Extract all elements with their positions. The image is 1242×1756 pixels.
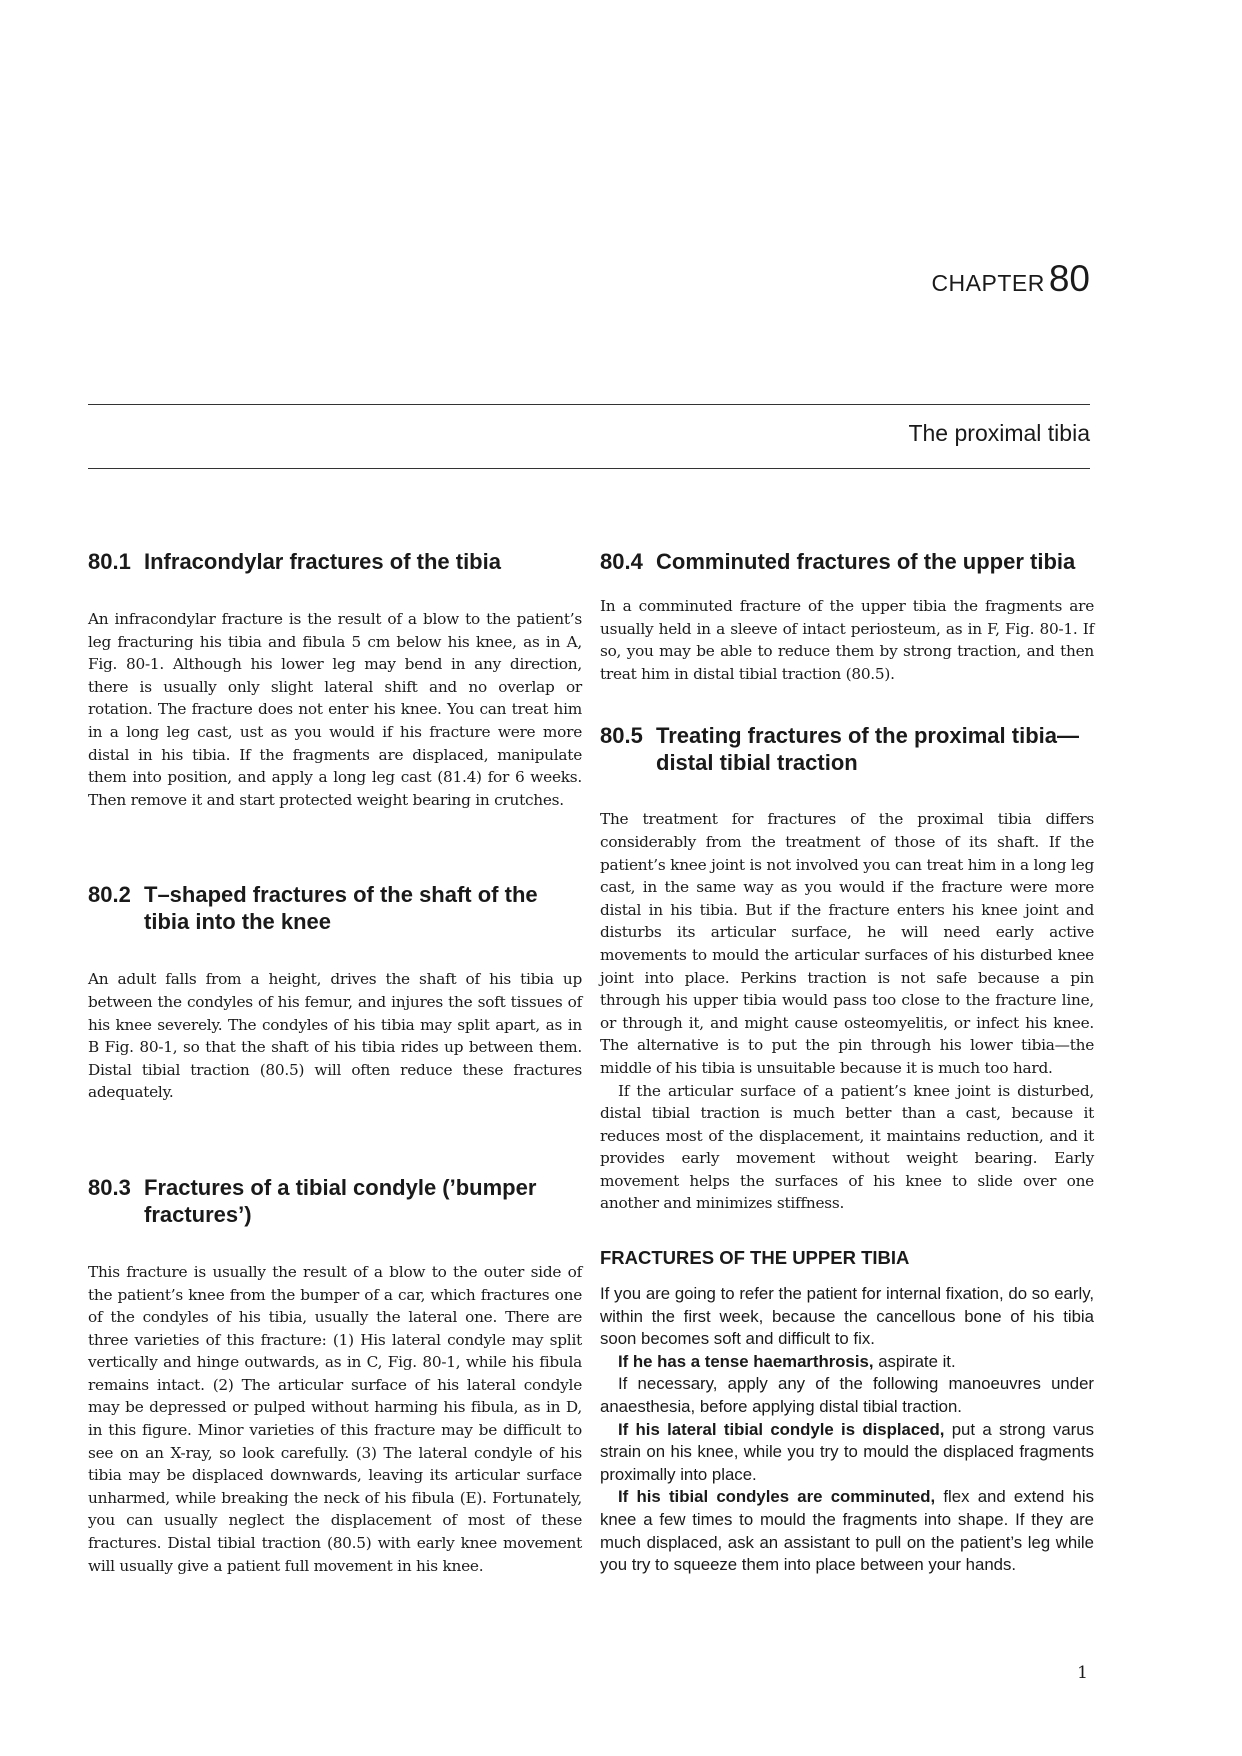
section-paragraph: This fracture is usually the result of a blow to the outer side of the patient’s knee from the bumper of a car, which fractures one of the condyles of his tibia, usually the lateral one. There are three varieties of this fracture: (1) His lateral condyle may split vertically and hinge outwards, as in C, Fig. 80-1, while his fibula remains intact. (2) The articular surface of his lateral condyle may be depressed or pulped without harming his fibula, as in D, in this figure. Minor varieties of this fracture may be difficult to see on an X-ray, so look carefully. (3) The lateral condyle of his tibia may be displaced downwards, leaving its articular surface unharmed, while breaking the neck of his fibula (E). Fortunately, you can usually neglect the displacement of most of these fractures. Distal tibial traction (80.5) with early knee movement will usually give a patient full movement in his knee. — [88, 1262, 582, 1575]
section-title: Comminuted fractures of the upper tibia — [656, 549, 1076, 574]
section-title: Fractures of a tibial condyle (’bumper fractures’) — [144, 1174, 537, 1227]
section-number: 80.3 — [88, 1174, 131, 1200]
box-lead-rest: flex and extend his knee a few times to mould the fragments into shape. If they are much displaced, ask an assistant to pull on the patient’s leg while you try to squeeze them into place between your hands. — [600, 1487, 1094, 1575]
chapter-title: The proximal tibia — [908, 420, 1090, 446]
box-lead-bold: If his lateral tibial condyle is displaced, — [618, 1419, 945, 1439]
section-heading-80-3 — [88, 1174, 582, 1228]
section-number: 80.5 — [600, 723, 643, 749]
left-column — [88, 548, 582, 1577]
box-lead-rest: put a strong varus strain on his knee, while you try to mould the displaced fragments proximally into place. — [600, 1419, 1094, 1484]
chapter-rule-top — [88, 404, 1090, 405]
right-column — [600, 548, 1094, 1577]
chapter-label: CHAPTER — [931, 270, 1045, 296]
section-heading-80-5 — [600, 722, 1094, 776]
box-heading: FRACTURES OF THE UPPER TIBIA — [600, 1247, 910, 1269]
box-paragraph — [600, 1486, 1094, 1576]
section-heading-80-4 — [600, 548, 1094, 575]
page-number: 1 — [1077, 1663, 1088, 1683]
section-title: Treating fractures of the proximal tibia—distal tibial traction — [656, 723, 1079, 776]
section-number: 80.4 — [600, 549, 643, 574]
chapter-number: 80 — [1048, 258, 1090, 299]
section-number: 80.2 — [88, 882, 131, 908]
chapter-rule-bottom — [88, 468, 1090, 469]
section-title: Infracondylar fractures of the tibia — [144, 549, 501, 574]
section-paragraph: An adult falls from a height, drives the shaft of his tibia up between the condyles of his femur, and injures the soft tissues of his knee severely. The condyles of his tibia may split apart, as in B Fig. 80-1, so that the shaft of his tibia rides up between them. Distal tibial traction (80.5) will often reduce these fractures adequately. — [88, 970, 582, 1102]
box-lead-bold: If he has a tense haemarthrosis, — [618, 1351, 874, 1371]
section-paragraph: An infracondylar fracture is the result of a blow to the patient’s leg fracturing his tibia and fibula 5 cm below his knee, as in A, Fig. 80-1. Although his lower leg may bend in any direction, there is usually only slight lateral shift and no overlap or rotation. The fracture does not enter his knee. You can treat him in a long leg cast, ust as you would if his fracture were more distal in his tibia. If the fragments are displaced, manipulate them into position, and apply a long leg cast (81.4) for 6 weeks. Then remove it and start protected weight bearing in crutches. — [88, 610, 582, 809]
section-number: 80.1 — [88, 549, 131, 574]
box-paragraph — [600, 1351, 1094, 1374]
box-lead-rest: aspirate it. — [873, 1351, 956, 1371]
section-heading-80-2 — [88, 881, 582, 935]
box-paragraph: If you are going to refer the patient for internal fixation, do so early, within the first week, because the cancellous bone of his tibia soon becomes soft and difficult to fix. — [600, 1284, 1094, 1349]
section-paragraph: The treatment for fractures of the proximal tibia differs considerably from the treatment of those of its shaft. If the patient’s knee joint is not involved you can treat him in a long leg cast, in the same way as you would if the fracture were more distal in his tibia. But if the fracture enters his knee joint and disturbs its articular surface, he will need early active movements to mould the articular surfaces of his disturbed knee joint into place. Perkins traction is not safe because a pin through his upper tibia would pass too close to the fracture line, or through it, and might cause osteomyelitis, or infect his knee. The alternative is to put the pin through his lower tibia—the middle of his tibia is unsuitable because it is much too hard. — [600, 810, 1094, 1077]
box-paragraph: If necessary, apply any of the following manoeuvres under anaesthesia, before applying distal tibial traction. — [600, 1374, 1094, 1417]
box-paragraph — [600, 1419, 1094, 1487]
section-heading-80-1 — [88, 548, 582, 575]
chapter-heading — [931, 258, 1090, 300]
section-paragraph: In a comminuted fracture of the upper tibia the fragments are usually held in a sleeve of intact periosteum, as in F, Fig. 80-1. If so, you may be able to reduce them by strong traction, and then treat him in distal tibial traction (80.5). — [600, 597, 1094, 683]
procedure-box — [600, 1247, 1094, 1577]
section-title: T–shaped fractures of the shaft of the tibia into the knee — [144, 882, 538, 935]
section-paragraph: If the articular surface of a patient’s knee joint is disturbed, distal tibial traction is much better than a cast, because it reduces most of the displacement, it maintains reduction, and it provides early movement without weight bearing. Early movement helps the surfaces of his knee to slide over one another and minimizes stiffness. — [600, 1081, 1094, 1213]
box-lead-bold: If his tibial condyles are comminuted, — [618, 1487, 936, 1507]
